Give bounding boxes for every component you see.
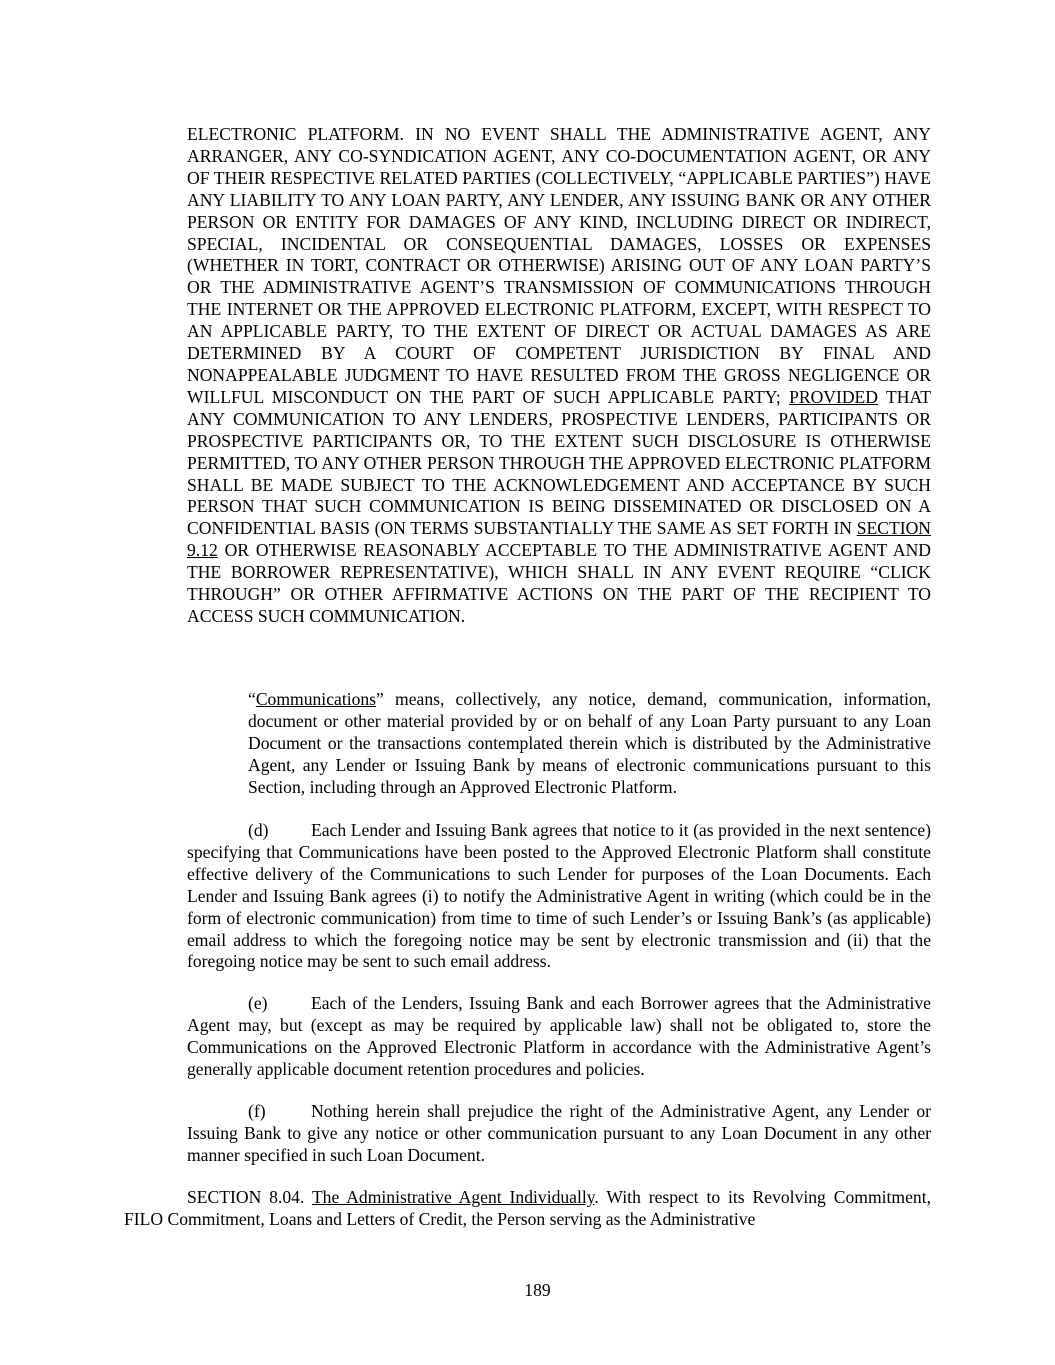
- paragraph-d-label: (d): [248, 820, 269, 840]
- definition-text: ” means, collectively, any notice, demand, communication, information, document or other material provided by or on behalf of any Loan Party pursuant to any Loan Document or the transactions contemplated therein which is distributed by the Administrative Agent, any Lender or Issuing Bank by means of electronic communications pursuant to this Section, including through an Approved Electronic Platform.: [248, 689, 931, 797]
- paragraph-d: [187, 820, 931, 973]
- paragraph-e-label: (e): [248, 993, 268, 1013]
- section-text: . With respect to its Revolving Commitment, FILO Commitment, Loans and Letters of Credit, the Person serving as the Administrative: [124, 1187, 931, 1229]
- section-9-12-reference[interactable]: SECTION 9.12: [187, 518, 931, 561]
- paragraph-e: [187, 993, 931, 1081]
- disclaimer-text-2: THAT ANY COMMUNICATION TO ANY LENDERS, PROSPECTIVE LENDERS, PARTICIPANTS OR PROSPECTIVE PARTICIPANTS OR, TO THE EXTENT SUCH DISCLOSURE IS OTHERWISE PERMITTED, TO ANY OTHER PERSON THROUGH THE APPROVED ELECTRONIC PLATFORM SHALL BE MADE SUBJECT TO THE ACKNOWLEDGEMENT AND ACCEPTANCE BY SUCH PERSON THAT SUCH COMMUNICATION IS BEING DISSEMINATED OR DISCLOSED ON A CONFIDENTIAL BASIS (ON TERMS SUBSTANTIALLY THE SAME AS SET FORTH IN: [187, 386, 931, 539]
- disclaimer-paragraph: [187, 124, 931, 628]
- provided-term: PROVIDED: [789, 386, 879, 407]
- communications-definition: [248, 689, 931, 799]
- paragraph-e-text: Each of the Lenders, Issuing Bank and each Borrower agrees that the Administrative Agent may, but (except as may be required by applicable law) shall not be obligated to, store the Communications on the Approved Electronic Platform in accordance with the Administrative Agent’s generally applicable document retention procedures and policies.: [187, 993, 931, 1079]
- disclaimer-text-1: ELECTRONIC PLATFORM. IN NO EVENT SHALL THE ADMINISTRATIVE AGENT, ANY ARRANGER, ANY CO-SYNDICATION AGENT, ANY CO-DOCUMENTATION AGENT, OR ANY OF THEIR RESPECTIVE RELATED PARTIES (COLLECTIVELY, “APPLICABLE PARTIES”) HAVE ANY LIABILITY TO ANY LOAN PARTY, ANY LENDER, ANY ISSUING BANK OR ANY OTHER PERSON OR ENTITY FOR DAMAGES OF ANY KIND, INCLUDING DIRECT OR INDIRECT, SPECIAL, INCIDENTAL OR CONSEQUENTIAL DAMAGES, LOSSES OR EXPENSES (WHETHER IN TORT, CONTRACT OR OTHERWISE) ARISING OUT OF ANY LOAN PARTY’S OR THE ADMINISTRATIVE AGENT’S TRANSMISSION OF COMMUNICATIONS THROUGH THE INTERNET OR THE APPROVED ELECTRONIC PLATFORM, EXCEPT, WITH RESPECT TO AN APPLICABLE PARTY, TO THE EXTENT OF DIRECT OR ACTUAL DAMAGES AS ARE DETERMINED BY A COURT OF COMPETENT JURISDICTION BY FINAL AND NONAPPEALABLE JUDGMENT TO HAVE RESULTED FROM THE GROSS NEGLIGENCE OR WILLFUL MISCONDUCT ON THE PART OF SUCH APPLICABLE PARTY;: [187, 124, 931, 407]
- section-title: The Administrative Agent Individually: [311, 1187, 595, 1207]
- defined-term: Communications: [255, 689, 377, 709]
- page-number: 189: [524, 1280, 551, 1300]
- section-number: SECTION 8.04.: [187, 1187, 305, 1207]
- paragraph-f-text: Nothing herein shall prejudice the right of the Administrative Agent, any Lender or Issuing Bank to give any notice or other communication pursuant to any Loan Document in any other manner specified in such Loan Document.: [187, 1101, 931, 1165]
- disclaimer-text-3: OR OTHERWISE REASONABLY ACCEPTABLE TO THE ADMINISTRATIVE AGENT AND THE BORROWER REPRESENTATIVE), WHICH SHALL IN ANY EVENT REQUIRE “CLICK THROUGH” OR OTHER AFFIRMATIVE ACTIONS ON THE PART OF THE RECIPIENT TO ACCESS SUCH COMMUNICATION.: [187, 540, 931, 626]
- section-8-04: [124, 1187, 931, 1231]
- paragraph-f-label: (f): [248, 1101, 266, 1121]
- paragraph-f: [187, 1101, 931, 1167]
- paragraph-d-text: Each Lender and Issuing Bank agrees that notice to it (as provided in the next sentence) specifying that Communications have been posted to the Approved Electronic Platform shall constitute effective delivery of the Communications to such Lender for purposes of the Loan Documents. Each Lender and Issuing Bank agrees (i) to notify the Administrative Agent in writing (which could be in the form of electronic communication) from time to time of such Lender’s or Issuing Bank’s (as applicable) email address to which the foregoing notice may be sent by electronic transmission and (ii) that the foregoing notice may be sent to such email address.: [187, 820, 931, 972]
- definition-open-quote: “: [248, 689, 256, 709]
